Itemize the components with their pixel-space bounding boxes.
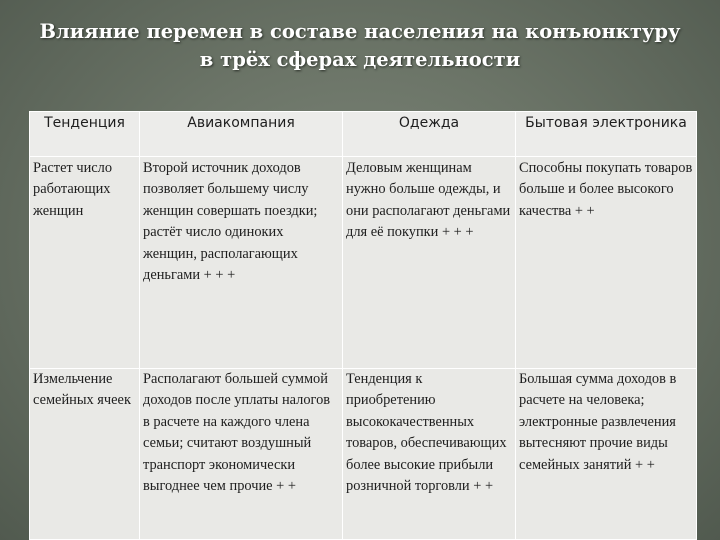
header-electronics: Бытовая электроника <box>516 112 697 157</box>
table-row <box>30 157 697 369</box>
cell-airline: Располагают большей суммой доходов после уплаты налогов в расчете на каждого члена семьи; считают воздушный транспорт экономически выгоднее чем прочие + + <box>140 369 343 540</box>
slide-title-line-2: в трёх сферах деятельности <box>199 48 521 71</box>
table-header-row <box>30 112 697 157</box>
cell-electronics: Способны покупать товаров больше и более высокого качества + + <box>516 157 697 369</box>
header-clothing: Одежда <box>343 112 516 157</box>
header-trend: Тенденция <box>30 112 140 157</box>
slide-title <box>0 18 720 74</box>
trends-table <box>29 111 697 540</box>
cell-clothing: Деловым женщинам нужно больше одежды, и они располагают деньгами для её покупки + + + <box>343 157 516 369</box>
cell-electronics: Большая сумма доходов в расчете на человека; электронные развлечения вытесняют прочие виды семейных занятий + + <box>516 369 697 540</box>
cell-trend: Растет число работающих женщин <box>30 157 140 369</box>
slide-title-line-1: Влияние перемен в составе населения на конъюнктуру <box>39 20 681 43</box>
cell-clothing: Тенденция к приобретению высококачественных товаров, обеспечивающих более высокие прибыли розничной торговли + + <box>343 369 516 540</box>
cell-airline: Второй источник доходов позволяет большему числу женщин совершать поездки; растёт число одиноких женщин, располагающих деньгами + + + <box>140 157 343 369</box>
cell-trend: Измельчение семейных ячеек <box>30 369 140 540</box>
header-airline: Авиакомпания <box>140 112 343 157</box>
table-row <box>30 369 697 540</box>
